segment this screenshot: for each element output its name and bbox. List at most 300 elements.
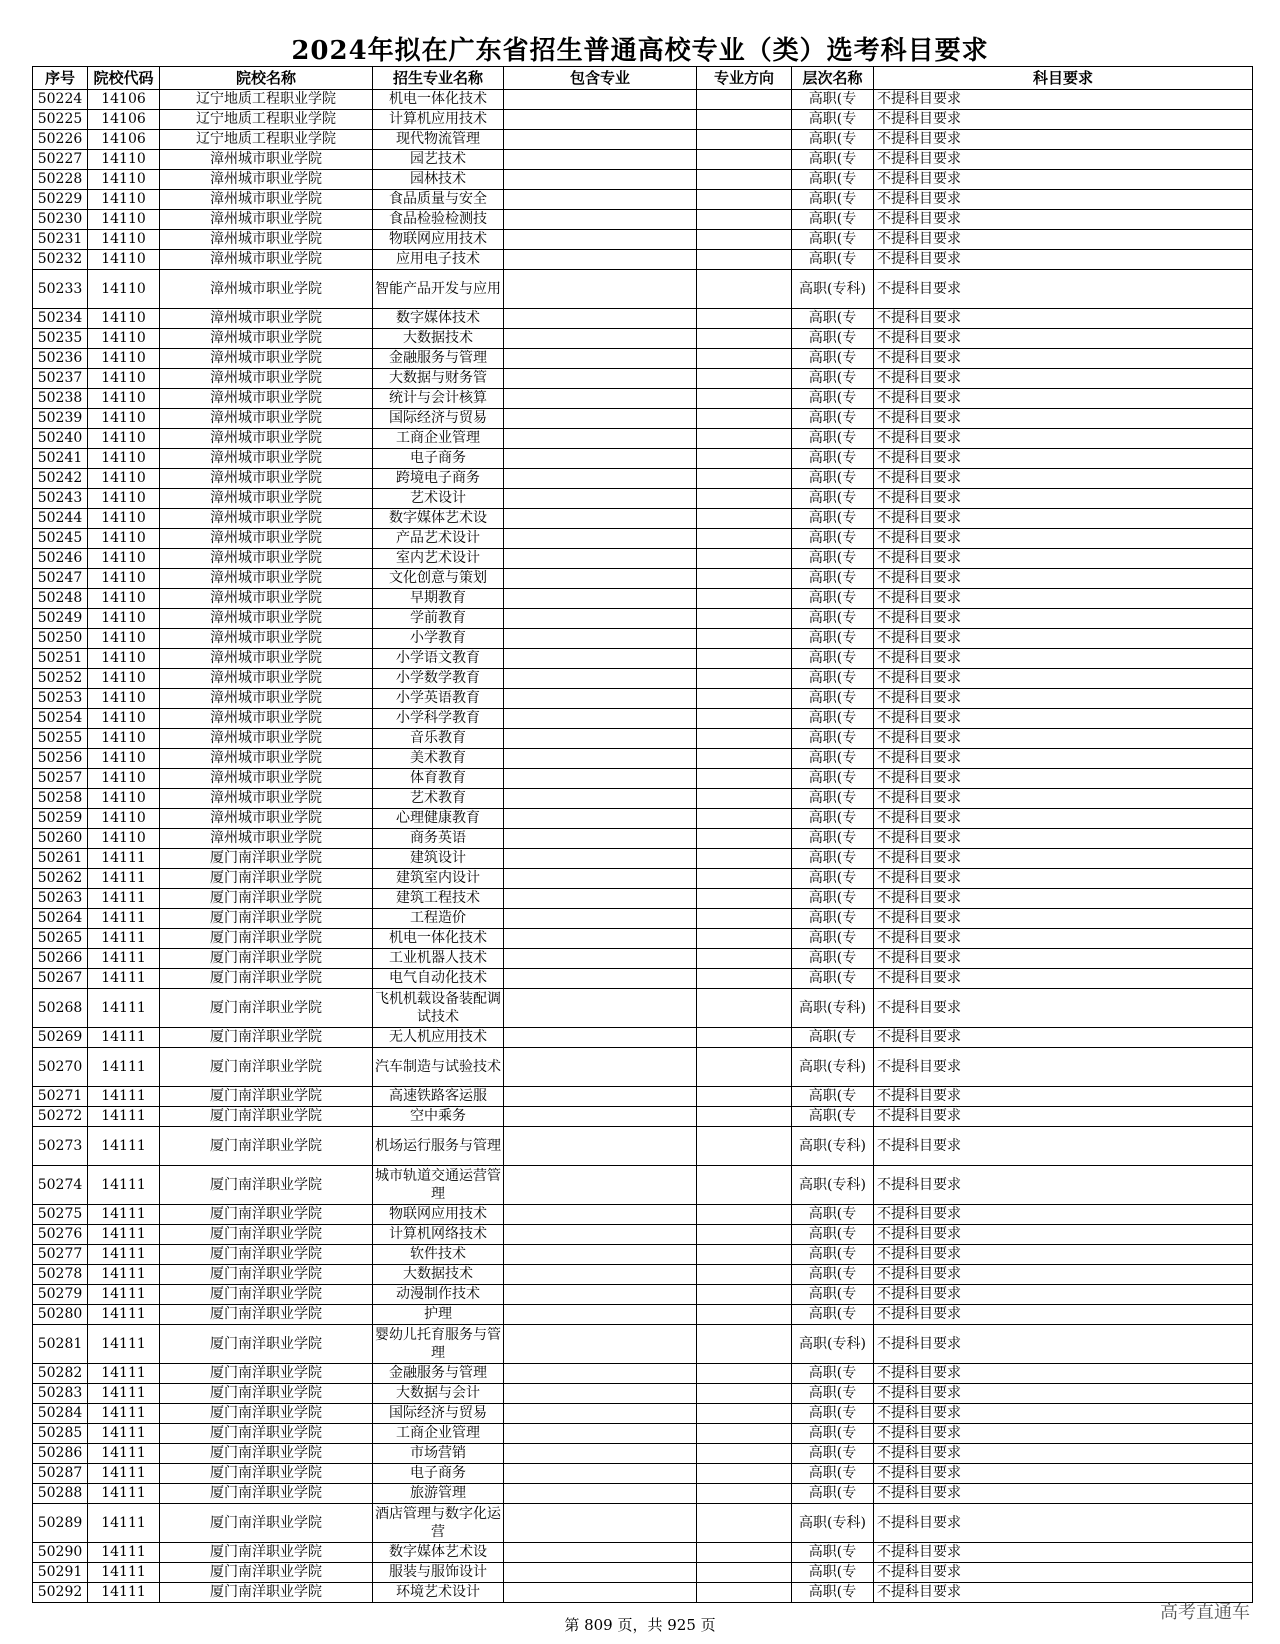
cell-included-majors [504, 749, 697, 769]
cell-seq: 50259 [33, 809, 88, 829]
cell-subject-requirement: 不提科目要求 [874, 749, 1253, 769]
cell-subject-requirement: 不提科目要求 [874, 629, 1253, 649]
cell-subject-requirement: 不提科目要求 [874, 1424, 1253, 1444]
cell-school-code: 14110 [88, 489, 160, 509]
cell-major-name: 工业机器人技术 [373, 949, 504, 969]
cell-major-name: 国际经济与贸易 [373, 1404, 504, 1424]
cell-major-name: 金融服务与管理 [373, 1364, 504, 1384]
cell-subject-requirement: 不提科目要求 [874, 889, 1253, 909]
cell-major-name: 婴幼儿托育服务与管理 [373, 1325, 504, 1364]
cell-seq: 50276 [33, 1225, 88, 1245]
table-row [33, 949, 1253, 969]
cell-major-direction [697, 1205, 792, 1225]
cell-school-code: 14110 [88, 230, 160, 250]
cell-major-direction [697, 489, 792, 509]
cell-major-direction [697, 230, 792, 250]
cell-subject-requirement: 不提科目要求 [874, 769, 1253, 789]
cell-seq: 50279 [33, 1285, 88, 1305]
cell-school-code: 14111 [88, 1364, 160, 1384]
cell-subject-requirement: 不提科目要求 [874, 989, 1253, 1028]
cell-level: 高职(专 [792, 569, 874, 589]
header-subject-requirement: 科目要求 [874, 67, 1253, 90]
cell-subject-requirement: 不提科目要求 [874, 150, 1253, 170]
cell-seq: 50261 [33, 849, 88, 869]
cell-subject-requirement: 不提科目要求 [874, 369, 1253, 389]
cell-seq: 50267 [33, 969, 88, 989]
cell-major-direction [697, 170, 792, 190]
cell-school-name: 厦门南洋职业学院 [160, 1444, 373, 1464]
cell-school-code: 14111 [88, 1265, 160, 1285]
cell-school-name: 漳州城市职业学院 [160, 429, 373, 449]
cell-school-name: 厦门南洋职业学院 [160, 989, 373, 1028]
cell-seq: 50285 [33, 1424, 88, 1444]
cell-included-majors [504, 1583, 697, 1603]
table-row [33, 449, 1253, 469]
cell-level: 高职(专 [792, 1464, 874, 1484]
cell-major-name: 建筑室内设计 [373, 869, 504, 889]
cell-school-name: 厦门南洋职业学院 [160, 1087, 373, 1107]
cell-seq: 50234 [33, 309, 88, 329]
cell-major-name: 数字媒体艺术设 [373, 509, 504, 529]
cell-major-direction [697, 190, 792, 210]
cell-major-direction [697, 150, 792, 170]
cell-seq: 50272 [33, 1107, 88, 1127]
cell-major-direction [697, 1048, 792, 1087]
cell-major-name: 小学英语教育 [373, 689, 504, 709]
cell-school-name: 漳州城市职业学院 [160, 489, 373, 509]
cell-included-majors [504, 1225, 697, 1245]
cell-included-majors [504, 909, 697, 929]
cell-major-name: 大数据技术 [373, 1265, 504, 1285]
cell-school-code: 14106 [88, 110, 160, 130]
cell-included-majors [504, 369, 697, 389]
cell-included-majors [504, 1166, 697, 1205]
cell-school-name: 厦门南洋职业学院 [160, 1424, 373, 1444]
cell-major-name: 艺术教育 [373, 789, 504, 809]
cell-included-majors [504, 170, 697, 190]
cell-level: 高职(专 [792, 929, 874, 949]
cell-major-name: 室内艺术设计 [373, 549, 504, 569]
cell-subject-requirement: 不提科目要求 [874, 449, 1253, 469]
cell-major-direction [697, 729, 792, 749]
cell-level: 高职(专 [792, 210, 874, 230]
cell-school-code: 14110 [88, 649, 160, 669]
cell-included-majors [504, 1543, 697, 1563]
cell-included-majors [504, 669, 697, 689]
cell-level: 高职(专 [792, 689, 874, 709]
cell-school-name: 厦门南洋职业学院 [160, 889, 373, 909]
table-row [33, 969, 1253, 989]
cell-level: 高职(专 [792, 1107, 874, 1127]
cell-level: 高职(专 [792, 649, 874, 669]
cell-seq: 50278 [33, 1265, 88, 1285]
cell-major-name: 大数据与会计 [373, 1384, 504, 1404]
cell-seq: 50242 [33, 469, 88, 489]
cell-major-name: 数字媒体技术 [373, 309, 504, 329]
cell-subject-requirement: 不提科目要求 [874, 1404, 1253, 1424]
cell-major-name: 食品质量与安全 [373, 190, 504, 210]
cell-included-majors [504, 1265, 697, 1285]
cell-seq: 50249 [33, 609, 88, 629]
cell-seq: 50290 [33, 1543, 88, 1563]
cell-included-majors [504, 509, 697, 529]
table-row [33, 749, 1253, 769]
cell-seq: 50256 [33, 749, 88, 769]
cell-major-name: 金融服务与管理 [373, 349, 504, 369]
cell-major-name: 园林技术 [373, 170, 504, 190]
cell-level: 高职(专 [792, 230, 874, 250]
cell-school-code: 14111 [88, 1205, 160, 1225]
cell-school-name: 漳州城市职业学院 [160, 190, 373, 210]
cell-major-name: 跨境电子商务 [373, 469, 504, 489]
cell-major-name: 电气自动化技术 [373, 969, 504, 989]
cell-school-code: 14110 [88, 309, 160, 329]
cell-included-majors [504, 849, 697, 869]
table-row [33, 369, 1253, 389]
cell-major-name: 动漫制作技术 [373, 1285, 504, 1305]
cell-subject-requirement: 不提科目要求 [874, 170, 1253, 190]
cell-school-name: 漳州城市职业学院 [160, 250, 373, 270]
cell-major-direction [697, 809, 792, 829]
cell-included-majors [504, 769, 697, 789]
cell-seq: 50258 [33, 789, 88, 809]
table-row [33, 90, 1253, 110]
cell-included-majors [504, 929, 697, 949]
table-row [33, 549, 1253, 569]
cell-major-name: 电子商务 [373, 1464, 504, 1484]
cell-seq: 50228 [33, 170, 88, 190]
cell-seq: 50250 [33, 629, 88, 649]
cell-major-direction [697, 849, 792, 869]
table-row [33, 509, 1253, 529]
cell-school-code: 14110 [88, 669, 160, 689]
table-row [33, 889, 1253, 909]
cell-school-name: 厦门南洋职业学院 [160, 1504, 373, 1543]
cell-school-name: 厦门南洋职业学院 [160, 969, 373, 989]
cell-included-majors [504, 1087, 697, 1107]
cell-level: 高职(专 [792, 150, 874, 170]
cell-included-majors [504, 609, 697, 629]
cell-subject-requirement: 不提科目要求 [874, 230, 1253, 250]
cell-major-direction [697, 1285, 792, 1305]
cell-included-majors [504, 489, 697, 509]
cell-school-name: 厦门南洋职业学院 [160, 1285, 373, 1305]
cell-school-code: 14110 [88, 449, 160, 469]
cell-subject-requirement: 不提科目要求 [874, 1048, 1253, 1087]
cell-major-name: 文化创意与策划 [373, 569, 504, 589]
cell-school-name: 厦门南洋职业学院 [160, 1048, 373, 1087]
table-row [33, 569, 1253, 589]
cell-level: 高职(专 [792, 909, 874, 929]
cell-school-name: 厦门南洋职业学院 [160, 1305, 373, 1325]
cell-school-code: 14110 [88, 210, 160, 230]
cell-subject-requirement: 不提科目要求 [874, 1265, 1253, 1285]
cell-subject-requirement: 不提科目要求 [874, 1384, 1253, 1404]
cell-major-name: 软件技术 [373, 1245, 504, 1265]
cell-subject-requirement: 不提科目要求 [874, 429, 1253, 449]
cell-seq: 50235 [33, 329, 88, 349]
cell-school-code: 14110 [88, 589, 160, 609]
table-row [33, 1028, 1253, 1048]
cell-level: 高职(专 [792, 190, 874, 210]
cell-included-majors [504, 1444, 697, 1464]
cell-level: 高职(专 [792, 1285, 874, 1305]
cell-major-direction [697, 669, 792, 689]
cell-included-majors [504, 130, 697, 150]
cell-included-majors [504, 1325, 697, 1364]
cell-level: 高职(专科) [792, 1048, 874, 1087]
cell-included-majors [504, 429, 697, 449]
cell-major-name: 机电一体化技术 [373, 929, 504, 949]
cell-included-majors [504, 190, 697, 210]
cell-major-name: 现代物流管理 [373, 130, 504, 150]
cell-major-name: 计算机网络技术 [373, 1225, 504, 1245]
cell-included-majors [504, 449, 697, 469]
cell-school-name: 漳州城市职业学院 [160, 829, 373, 849]
cell-major-direction [697, 349, 792, 369]
header-school-name: 院校名称 [160, 67, 373, 90]
cell-seq: 50291 [33, 1563, 88, 1583]
cell-major-direction [697, 529, 792, 549]
cell-major-name: 早期教育 [373, 589, 504, 609]
cell-school-code: 14110 [88, 709, 160, 729]
table-row [33, 469, 1253, 489]
cell-included-majors [504, 110, 697, 130]
cell-school-code: 14110 [88, 609, 160, 629]
cell-major-name: 旅游管理 [373, 1484, 504, 1504]
cell-level: 高职(专 [792, 1404, 874, 1424]
cell-level: 高职(专科) [792, 1127, 874, 1166]
cell-included-majors [504, 649, 697, 669]
cell-seq: 50281 [33, 1325, 88, 1364]
cell-major-name: 计算机应用技术 [373, 110, 504, 130]
cell-school-name: 厦门南洋职业学院 [160, 1205, 373, 1225]
cell-subject-requirement: 不提科目要求 [874, 529, 1253, 549]
cell-seq: 50251 [33, 649, 88, 669]
cell-school-code: 14110 [88, 569, 160, 589]
cell-major-name: 食品检验检测技 [373, 210, 504, 230]
cell-major-name: 机电一体化技术 [373, 90, 504, 110]
cell-subject-requirement: 不提科目要求 [874, 1364, 1253, 1384]
cell-major-direction [697, 609, 792, 629]
cell-major-direction [697, 1107, 792, 1127]
cell-school-name: 厦门南洋职业学院 [160, 849, 373, 869]
cell-major-direction [697, 1166, 792, 1205]
cell-level: 高职(专 [792, 389, 874, 409]
cell-included-majors [504, 869, 697, 889]
cell-school-name: 厦门南洋职业学院 [160, 1127, 373, 1166]
cell-school-code: 14110 [88, 349, 160, 369]
cell-subject-requirement: 不提科目要求 [874, 309, 1253, 329]
cell-school-code: 14111 [88, 1048, 160, 1087]
table-row [33, 309, 1253, 329]
cell-seq: 50274 [33, 1166, 88, 1205]
cell-seq: 50241 [33, 449, 88, 469]
cell-school-code: 14111 [88, 969, 160, 989]
cell-subject-requirement: 不提科目要求 [874, 210, 1253, 230]
cell-included-majors [504, 729, 697, 749]
cell-major-name: 环境艺术设计 [373, 1583, 504, 1603]
cell-subject-requirement: 不提科目要求 [874, 569, 1253, 589]
cell-subject-requirement: 不提科目要求 [874, 349, 1253, 369]
table-row [33, 1225, 1253, 1245]
cell-school-code: 14110 [88, 629, 160, 649]
cell-major-direction [697, 829, 792, 849]
cell-included-majors [504, 989, 697, 1028]
cell-major-direction [697, 210, 792, 230]
table-row [33, 389, 1253, 409]
cell-major-direction [697, 449, 792, 469]
table-row [33, 1404, 1253, 1424]
cell-level: 高职(专 [792, 349, 874, 369]
cell-school-code: 14111 [88, 1424, 160, 1444]
table-row [33, 210, 1253, 230]
cell-major-direction [697, 1484, 792, 1504]
table-row [33, 1504, 1253, 1543]
cell-school-code: 14110 [88, 469, 160, 489]
cell-major-direction [697, 270, 792, 309]
cell-school-code: 14111 [88, 1245, 160, 1265]
cell-subject-requirement: 不提科目要求 [874, 909, 1253, 929]
cell-seq: 50252 [33, 669, 88, 689]
cell-major-direction [697, 469, 792, 489]
cell-subject-requirement: 不提科目要求 [874, 1225, 1253, 1245]
cell-school-code: 14111 [88, 929, 160, 949]
cell-school-code: 14111 [88, 1225, 160, 1245]
cell-seq: 50262 [33, 869, 88, 889]
cell-subject-requirement: 不提科目要求 [874, 130, 1253, 150]
cell-level: 高职(专 [792, 1265, 874, 1285]
cell-school-code: 14111 [88, 1107, 160, 1127]
cell-subject-requirement: 不提科目要求 [874, 649, 1253, 669]
cell-subject-requirement: 不提科目要求 [874, 1107, 1253, 1127]
cell-major-direction [697, 1225, 792, 1245]
cell-seq: 50227 [33, 150, 88, 170]
cell-school-name: 漳州城市职业学院 [160, 170, 373, 190]
cell-included-majors [504, 1464, 697, 1484]
cell-major-direction [697, 1583, 792, 1603]
cell-included-majors [504, 270, 697, 309]
cell-major-direction [697, 389, 792, 409]
cell-major-direction [697, 749, 792, 769]
cell-included-majors [504, 409, 697, 429]
table-row [33, 829, 1253, 849]
cell-level: 高职(专 [792, 130, 874, 150]
cell-seq: 50257 [33, 769, 88, 789]
cell-seq: 50246 [33, 549, 88, 569]
cell-subject-requirement: 不提科目要求 [874, 1087, 1253, 1107]
cell-seq: 50255 [33, 729, 88, 749]
cell-major-direction [697, 869, 792, 889]
table-row [33, 529, 1253, 549]
cell-level: 高职(专 [792, 329, 874, 349]
table-row [33, 1245, 1253, 1265]
cell-level: 高职(专 [792, 409, 874, 429]
cell-seq: 50282 [33, 1364, 88, 1384]
table-row [33, 1583, 1253, 1603]
cell-major-direction [697, 1384, 792, 1404]
cell-subject-requirement: 不提科目要求 [874, 1245, 1253, 1265]
cell-subject-requirement: 不提科目要求 [874, 1028, 1253, 1048]
cell-level: 高职(专 [792, 669, 874, 689]
cell-major-name: 无人机应用技术 [373, 1028, 504, 1048]
cell-major-direction [697, 409, 792, 429]
cell-seq: 50260 [33, 829, 88, 849]
cell-included-majors [504, 210, 697, 230]
cell-level: 高职(专 [792, 1384, 874, 1404]
requirements-table [32, 66, 1253, 1603]
table-row [33, 1543, 1253, 1563]
table-row [33, 150, 1253, 170]
cell-school-name: 辽宁地质工程职业学院 [160, 110, 373, 130]
cell-school-code: 14111 [88, 889, 160, 909]
cell-school-name: 漳州城市职业学院 [160, 689, 373, 709]
cell-school-name: 漳州城市职业学院 [160, 589, 373, 609]
cell-included-majors [504, 789, 697, 809]
cell-major-name: 智能产品开发与应用 [373, 270, 504, 309]
header-school-code: 院校代码 [88, 67, 160, 90]
table-row [33, 1048, 1253, 1087]
cell-major-direction [697, 629, 792, 649]
cell-school-name: 漳州城市职业学院 [160, 329, 373, 349]
cell-level: 高职(专 [792, 369, 874, 389]
cell-school-name: 厦门南洋职业学院 [160, 1484, 373, 1504]
cell-included-majors [504, 1504, 697, 1543]
cell-included-majors [504, 589, 697, 609]
cell-major-name: 园艺技术 [373, 150, 504, 170]
table-row [33, 409, 1253, 429]
cell-major-direction [697, 689, 792, 709]
table-row [33, 190, 1253, 210]
cell-seq: 50239 [33, 409, 88, 429]
cell-seq: 50254 [33, 709, 88, 729]
table-row [33, 329, 1253, 349]
cell-school-code: 14110 [88, 270, 160, 309]
table-row [33, 1384, 1253, 1404]
cell-seq: 50248 [33, 589, 88, 609]
cell-subject-requirement: 不提科目要求 [874, 1444, 1253, 1464]
cell-level: 高职(专 [792, 309, 874, 329]
cell-seq: 50264 [33, 909, 88, 929]
cell-major-name: 工商企业管理 [373, 1424, 504, 1444]
cell-school-code: 14111 [88, 1384, 160, 1404]
cell-level: 高职(专 [792, 1245, 874, 1265]
cell-seq: 50289 [33, 1504, 88, 1543]
cell-major-name: 数字媒体艺术设 [373, 1543, 504, 1563]
cell-subject-requirement: 不提科目要求 [874, 1166, 1253, 1205]
table-header-row [33, 67, 1253, 90]
cell-seq: 50237 [33, 369, 88, 389]
cell-level: 高职(专 [792, 709, 874, 729]
cell-major-name: 酒店管理与数字化运营 [373, 1504, 504, 1543]
cell-school-code: 14111 [88, 1563, 160, 1583]
cell-seq: 50266 [33, 949, 88, 969]
cell-school-name: 漳州城市职业学院 [160, 549, 373, 569]
cell-subject-requirement: 不提科目要求 [874, 969, 1253, 989]
cell-school-code: 14111 [88, 949, 160, 969]
cell-school-name: 漳州城市职业学院 [160, 230, 373, 250]
table-row [33, 270, 1253, 309]
cell-major-name: 服装与服饰设计 [373, 1563, 504, 1583]
cell-school-code: 14111 [88, 1404, 160, 1424]
cell-major-name: 心理健康教育 [373, 809, 504, 829]
cell-major-name: 空中乘务 [373, 1107, 504, 1127]
cell-seq: 50244 [33, 509, 88, 529]
cell-included-majors [504, 389, 697, 409]
cell-level: 高职(专 [792, 489, 874, 509]
cell-included-majors [504, 1404, 697, 1424]
cell-subject-requirement: 不提科目要求 [874, 270, 1253, 309]
